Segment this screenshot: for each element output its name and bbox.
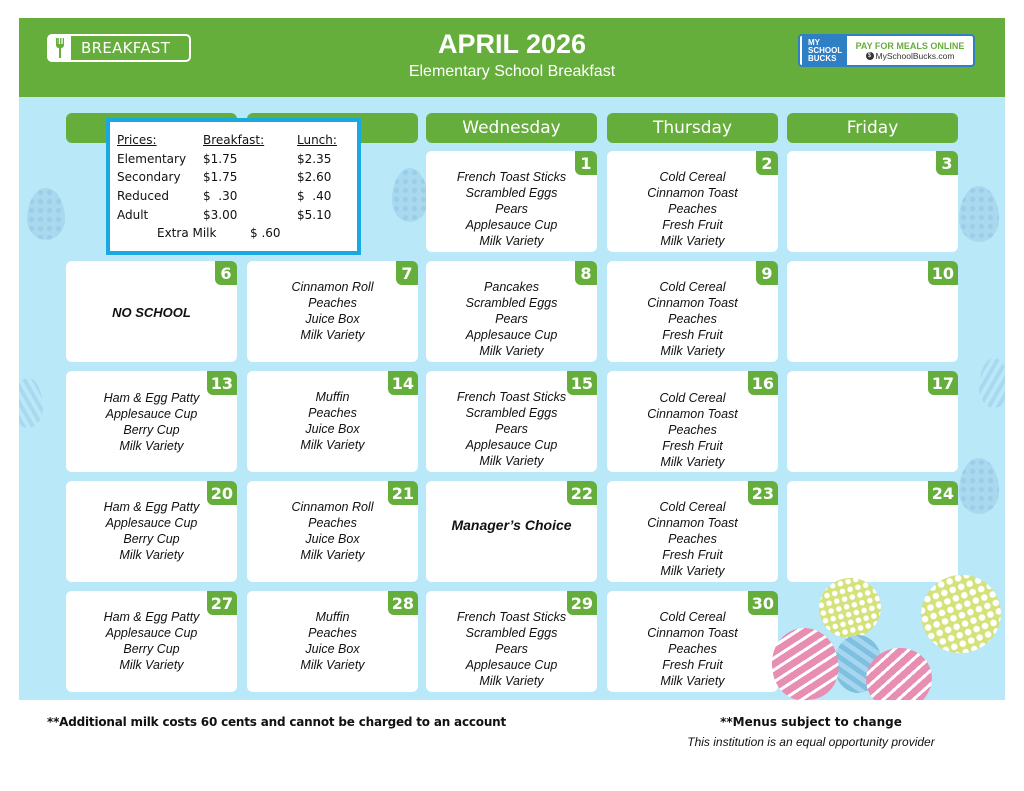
menu-items: Ham & Egg Patty Applesauce Cup Berry Cup Milk Variety [103, 391, 200, 453]
background-egg-decoration [959, 186, 999, 242]
myschoolbucks-link[interactable]: $ MySchoolBucks.com [866, 51, 955, 61]
menu-items: Muffin Peaches Juice Box Milk Variety [300, 390, 365, 452]
price-header-breakfast: Breakfast: [203, 133, 265, 148]
menu-items: French Toast Sticks Scrambled Eggs Pears Applesauce Cup Milk Variety [456, 170, 567, 248]
dollar-icon: $ [866, 52, 874, 60]
pay-online-tagline: PAY FOR MEALS ONLINE [855, 40, 965, 51]
day-number: 8 [575, 261, 597, 285]
day-cell-15 [426, 371, 597, 472]
price-row: Reduced $ .30 $ .40 [117, 189, 332, 204]
day-number: 20 [207, 481, 237, 505]
extra-milk-row [157, 226, 281, 240]
price-header-category: Prices: [117, 133, 157, 148]
managers-choice-label: Manager’s Choice [451, 517, 572, 533]
myschoolbucks-logo: MY SCHOOL BUCKS [800, 36, 847, 65]
menu-items: French Toast Sticks Scrambled Eggs Pears Applesauce Cup Milk Variety [456, 390, 567, 468]
day-number: 14 [388, 371, 418, 395]
price-table-box [106, 118, 361, 255]
day-number: 2 [756, 151, 778, 175]
menu-items: Cold Cereal Cinnamon Toast Peaches Fresh Fruit Milk Variety [647, 391, 738, 469]
day-cell-30 [607, 591, 778, 692]
day-number: 22 [567, 481, 597, 505]
equal-opportunity-statement: This institution is an equal opportunity provider [687, 735, 935, 749]
extra-milk-label: Extra Milk [157, 226, 217, 240]
day-number: 29 [567, 591, 597, 615]
menu-items: French Toast Sticks Scrambled Eggs Pears Applesauce Cup Milk Variety [456, 610, 567, 688]
background-egg-decoration [392, 168, 428, 222]
egg-icon [910, 564, 1005, 665]
price-row: Adult $3.00 $5.10 [117, 207, 332, 222]
day-number: 13 [207, 371, 237, 395]
menu-items: Cinnamon Roll Peaches Juice Box Milk Variety [291, 500, 374, 562]
day-cell-13 [66, 371, 237, 472]
menu-calendar-page [19, 18, 1005, 700]
menu-items: Ham & Egg Patty Applesauce Cup Berry Cup Milk Variety [103, 500, 200, 562]
day-cell-16 [607, 371, 778, 472]
day-cell-10 [787, 261, 958, 362]
easter-eggs-illustration [769, 573, 1005, 700]
day-number: 23 [748, 481, 778, 505]
day-number: 24 [928, 481, 958, 505]
day-number: 7 [396, 261, 418, 285]
price-header-lunch: Lunch: [297, 133, 337, 148]
day-number: 27 [207, 591, 237, 615]
weekday-header-friday: Friday [787, 113, 958, 143]
day-cell-21 [247, 481, 418, 582]
header-banner [19, 18, 1005, 97]
day-number: 1 [575, 151, 597, 175]
day-cell-20 [66, 481, 237, 582]
day-cell-22 [426, 481, 597, 582]
day-cell-6 [66, 261, 237, 362]
milk-note: **Additional milk costs 60 cents and cannot be charged to an account [47, 715, 507, 729]
menu-items: Cinnamon Roll Peaches Juice Box Milk Variety [291, 280, 374, 342]
menu-items: Muffin Peaches Juice Box Milk Variety [300, 610, 365, 672]
day-cell-2 [607, 151, 778, 252]
day-number: 21 [388, 481, 418, 505]
no-school-label: NO SCHOOL [112, 305, 191, 320]
day-cell-23 [607, 481, 778, 582]
day-cell-28 [247, 591, 418, 692]
day-cell-3 [787, 151, 958, 252]
breakfast-logo-label: BREAKFAST [81, 39, 171, 57]
weekday-header-wednesday: Wednesday [426, 113, 597, 143]
day-number: 9 [756, 261, 778, 285]
price-row: Elementary $1.75 $2.35 [117, 151, 332, 166]
menu-items: Ham & Egg Patty Applesauce Cup Berry Cup Milk Variety [103, 610, 200, 672]
day-number: 10 [928, 261, 958, 285]
day-cell-8 [426, 261, 597, 362]
menu-items: Cold Cereal Cinnamon Toast Peaches Fresh Fruit Milk Variety [647, 280, 738, 358]
day-number: 15 [567, 371, 597, 395]
menu-items: Cold Cereal Cinnamon Toast Peaches Fresh Fruit Milk Variety [647, 500, 738, 578]
menu-items: Cold Cereal Cinnamon Toast Peaches Fresh Fruit Milk Variety [647, 170, 738, 248]
background-egg-decoration [959, 458, 999, 514]
page-title: APRIL 2026 [437, 29, 587, 59]
day-cell-7 [247, 261, 418, 362]
background-egg-decoration [27, 188, 65, 240]
day-cell-24 [787, 481, 958, 582]
day-number: 28 [388, 591, 418, 615]
page-subtitle: Elementary School Breakfast [408, 63, 616, 80]
extra-milk-price: $ .60 [250, 226, 281, 240]
price-row: Secondary $1.75 $2.60 [117, 170, 332, 185]
day-cell-29 [426, 591, 597, 692]
day-cell-14 [247, 371, 418, 472]
day-cell-9 [607, 261, 778, 362]
day-number: 17 [928, 371, 958, 395]
day-number: 6 [215, 261, 237, 285]
menus-subject-note: **Menus subject to change [720, 715, 902, 729]
day-number: 3 [936, 151, 958, 175]
egg-icon [767, 624, 842, 700]
day-cell-27 [66, 591, 237, 692]
menu-items: Pancakes Scrambled Eggs Pears Applesauce Cup Milk Variety [465, 280, 558, 358]
day-cell-1 [426, 151, 597, 252]
price-table [117, 131, 337, 224]
menu-items: Cold Cereal Cinnamon Toast Peaches Fresh Fruit Milk Variety [647, 610, 738, 688]
day-number: 16 [748, 371, 778, 395]
background-egg-decoration [979, 358, 1005, 408]
background-egg-decoration [19, 378, 43, 428]
weekday-header-thursday: Thursday [607, 113, 778, 143]
day-cell-17 [787, 371, 958, 472]
myschoolbucks-badge[interactable] [798, 34, 975, 67]
day-number: 30 [748, 591, 778, 615]
